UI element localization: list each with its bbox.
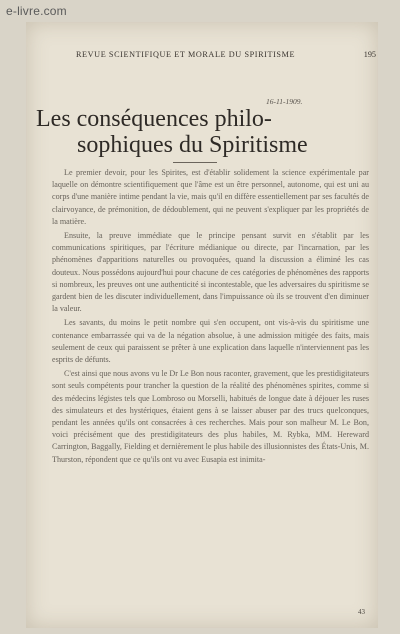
running-header	[40, 50, 376, 62]
page-number: 195	[363, 50, 376, 59]
title-line-1: Les conséquences philo-	[36, 106, 272, 132]
paragraph: C'est ainsi que nous avons vu le Dr Le Bon nous raconter, gravement, que les prestidigitateurs sont seuls compétents pour trancher la question de la réalité des phénomènes spirites, comme si des médecins légistes tels que Lombroso ou Morselli, habitués de longue date à déjouer les ruses des simulateurs et des hystériques, étaient gens à se laisser abuser par des trucs quelconques, pendant les années qu'ils ont consacrées à ces recherches. Mais pour son malheur M. Le Bon, voici précisément que des prestidigitateurs des plus habiles, M. Rybka, MM. Hereward Carrington, Baggally, Fielding et dernièrement le plus habile des illusionnistes des États-Unis, M. Thurston, répondent que ce qu'ils ont vu avec Eusapia est inimita-	[52, 369, 369, 464]
title-line-2: sophiques du Spiritisme	[77, 132, 308, 158]
article-body	[52, 167, 369, 468]
title-divider	[173, 162, 217, 163]
article-title	[36, 106, 336, 158]
paragraph: Ensuite, la preuve immédiate que le principe pensant survit en s'établit par les communications spiritiques, par l'écriture médianique ou directe, par l'incarnation, par les phénomènes d'apparitions naturelles ou provoquées, quand la discussion a éliminé les cas douteux. Nous possédons aujourd'hui pour chacune de ces catégories de phénomènes des rapports si nombreux, les preuves ont une authenticité si incontestable, que les adversaires du spiritisme se gardent bien de les discuter individuellement, dans l'impuissance où ils se trouvent d'en diminuer la valeur.	[52, 231, 369, 314]
paragraph: Le premier devoir, pour les Spirites, est d'établir solidement la science expérimentale par laquelle on démontre scientifiquement que l'âme est un être personnel, autonome, qui est uni au corps d'une manière intime pendant la vie, mais qu'il en diffère essentiellement par ses facultés de clairvoyance, de prémonition, de dédoublement, qui ne peuvent s'expliquer par les propriétés de la matière.	[52, 168, 369, 226]
signature-mark: 43	[358, 608, 365, 616]
paragraph: Les savants, du moins le petit nombre qui s'en occupent, ont vis-à-vis du spiritisme une contenance embarrassée qui va de la négation absolue, à une admission mitigée des faits, mais seulement de ceux qui paraissent se prêter à une explication dans laquelle n'interviennent pas les esprits de défunts.	[52, 318, 369, 365]
article-date: 16-11-1909.	[266, 97, 303, 106]
watermark: e-livre.com	[6, 4, 67, 18]
running-title: REVUE SCIENTIFIQUE ET MORALE DU SPIRITISME	[76, 50, 296, 59]
